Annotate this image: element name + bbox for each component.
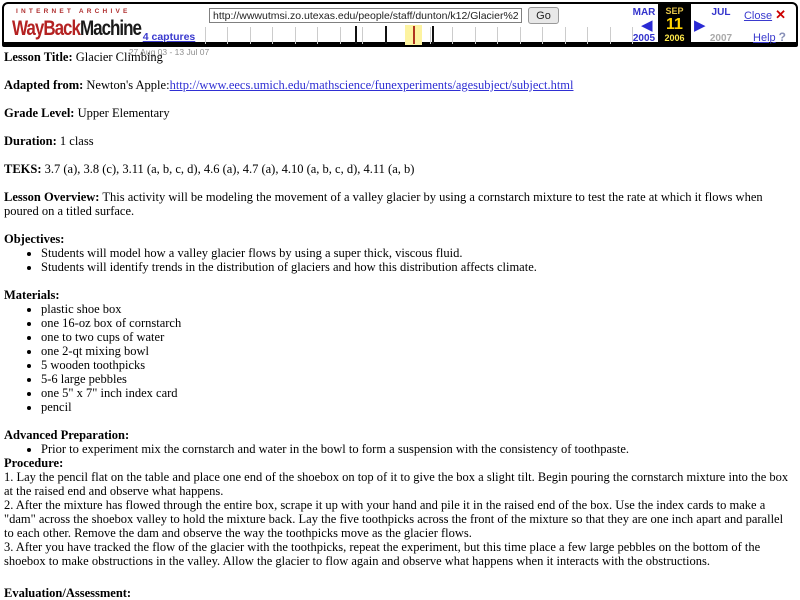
help-control[interactable] bbox=[753, 30, 786, 44]
list-item: • pencil bbox=[41, 400, 792, 414]
current-year-label: 2006 bbox=[664, 33, 685, 43]
timeline-tick bbox=[430, 27, 431, 44]
field-teks: TEKS: 3.7 (a), 3.8 (c), 3.11 (a, b, c, d), 4.6 (a), 4.7 (a), 4.10 (a, b, c, d), 4.11 (a, b) bbox=[4, 162, 415, 176]
timeline-tick bbox=[362, 27, 363, 44]
field-lesson-title: Lesson Title: Glacier Climbing bbox=[4, 50, 163, 64]
section-advanced-preparation-heading: Advanced Preparation: bbox=[4, 428, 130, 442]
timeline-tick bbox=[295, 27, 296, 44]
timeline-tick bbox=[587, 27, 588, 44]
captures-count-link[interactable]: 4 captures bbox=[142, 31, 196, 43]
help-icon[interactable]: ? bbox=[778, 30, 786, 44]
capture-bar[interactable] bbox=[432, 26, 434, 44]
list-item: • 5 wooden toothpicks bbox=[41, 358, 792, 372]
field-adapted-from: Adapted from: Newton's Apple:http://www.eecs.umich.edu/mathscience/funexperiments/agesubject/subject.html bbox=[4, 78, 574, 92]
list-item: • one 5" x 7" inch index card bbox=[41, 386, 792, 400]
list-item: • one 16-oz box of cornstarch bbox=[41, 316, 792, 330]
current-capture-date bbox=[658, 4, 691, 45]
selected-capture-bar[interactable] bbox=[413, 26, 415, 44]
objectives-list bbox=[4, 246, 792, 274]
current-month-label: SEP bbox=[665, 6, 684, 16]
go-button[interactable]: Go bbox=[528, 7, 559, 24]
adapted-from-link[interactable]: http://www.eecs.umich.edu/mathscience/funexperiments/agesubject/subject.html bbox=[169, 78, 574, 92]
next-year-label: 2007 bbox=[709, 33, 733, 44]
timeline-tick bbox=[610, 27, 611, 44]
timeline[interactable] bbox=[4, 25, 654, 45]
close-icon[interactable]: ✕ bbox=[775, 7, 786, 22]
list-item: • Prior to experiment mix the cornstarch and water in the bowl to form a suspension with the consistency of toothpaste. bbox=[41, 442, 792, 456]
timeline-tick bbox=[227, 27, 228, 44]
capture-bar[interactable] bbox=[355, 26, 357, 44]
list-item: • one to two cups of water bbox=[41, 330, 792, 344]
close-link[interactable]: Close bbox=[743, 10, 773, 22]
timeline-tick bbox=[565, 27, 566, 44]
next-month-label: JUL bbox=[711, 7, 731, 18]
prev-month-label: MAR bbox=[632, 7, 656, 18]
procedure-step: 1. Lay the pencil flat on the table and place one end of the shoebox on top of it to give the box a slight tilt. Begin pouring the cornstarch mixture into the box at the raised end and observe what happens. bbox=[4, 470, 789, 498]
materials-list bbox=[4, 302, 792, 414]
captures-date-range: 27 Aug 03 - 13 Jul 07 bbox=[128, 47, 210, 57]
lesson-document bbox=[4, 50, 792, 600]
section-materials-heading: Materials: bbox=[4, 288, 60, 302]
timeline-tick bbox=[542, 27, 543, 44]
previous-capture-arrow-icon[interactable]: ◀ bbox=[641, 16, 653, 34]
procedure-step: 2. After the mixture has flowed through the entire box, scrape it up with your hand and pile it in the raised end of the box. Use the index cards to make a "dam" across the shoebox valley to hold the mixture back. Lay the five toothpicks across the front of the mixture so that they are one inch apart and parallel to each other. Remove the dam and observe the way the toothpicks move as the glacier flows. bbox=[4, 498, 784, 540]
timeline-tick bbox=[317, 27, 318, 44]
next-capture-arrow-icon[interactable]: ▶ bbox=[694, 16, 706, 34]
timeline-tick bbox=[475, 27, 476, 44]
procedure-step: 3. After you have tracked the flow of the glacier with the toothpicks, repeat the experiment, but this time place a few large pebbles on the bottom of the shoebox to make obstructions in the valley. Allow the glacier to flow again and observe what happens when it interacts with the obstructions. bbox=[4, 540, 761, 568]
section-procedure-heading: Procedure: bbox=[4, 456, 64, 470]
field-grade-level: Grade Level: Upper Elementary bbox=[4, 106, 170, 120]
field-lesson-overview: Lesson Overview: This activity will be modeling the movement of a valley glacier by using a cornstarch mixture to test the rate at which it flows when poured on a titled surface. bbox=[4, 190, 763, 218]
wayback-machine-wordmark: WayBackMachine bbox=[12, 16, 141, 40]
archive-url-input[interactable] bbox=[209, 8, 522, 23]
close-control[interactable] bbox=[744, 7, 786, 23]
help-link[interactable]: Help bbox=[753, 32, 776, 44]
list-item: • Students will model how a valley glacier flows by using a super thick, viscous fluid. bbox=[41, 246, 792, 260]
timeline-tick bbox=[250, 27, 251, 44]
list-item: • 5-6 large pebbles bbox=[41, 372, 792, 386]
list-item: • Students will identify trends in the distribution of glaciers and how this distribution affects climate. bbox=[41, 260, 792, 274]
timeline-tick bbox=[497, 27, 498, 44]
current-day-label: 11 bbox=[666, 16, 683, 33]
prev-year-label: 2005 bbox=[632, 33, 656, 44]
section-evaluation-heading: Evaluation/Assessment: bbox=[4, 586, 132, 600]
section-objectives-heading: Objectives: bbox=[4, 232, 65, 246]
capture-bar[interactable] bbox=[385, 26, 387, 44]
timeline-tick bbox=[452, 27, 453, 44]
timeline-tick bbox=[340, 27, 341, 44]
timeline-tick bbox=[205, 27, 206, 44]
list-item: • one 2-qt mixing bowl bbox=[41, 344, 792, 358]
timeline-tick bbox=[272, 27, 273, 44]
timeline-tick bbox=[520, 27, 521, 44]
list-item: • plastic shoe box bbox=[41, 302, 792, 316]
field-duration: Duration: 1 class bbox=[4, 134, 94, 148]
internet-archive-label: INTERNET ARCHIVE bbox=[16, 8, 131, 15]
advanced-preparation-list bbox=[4, 442, 792, 456]
